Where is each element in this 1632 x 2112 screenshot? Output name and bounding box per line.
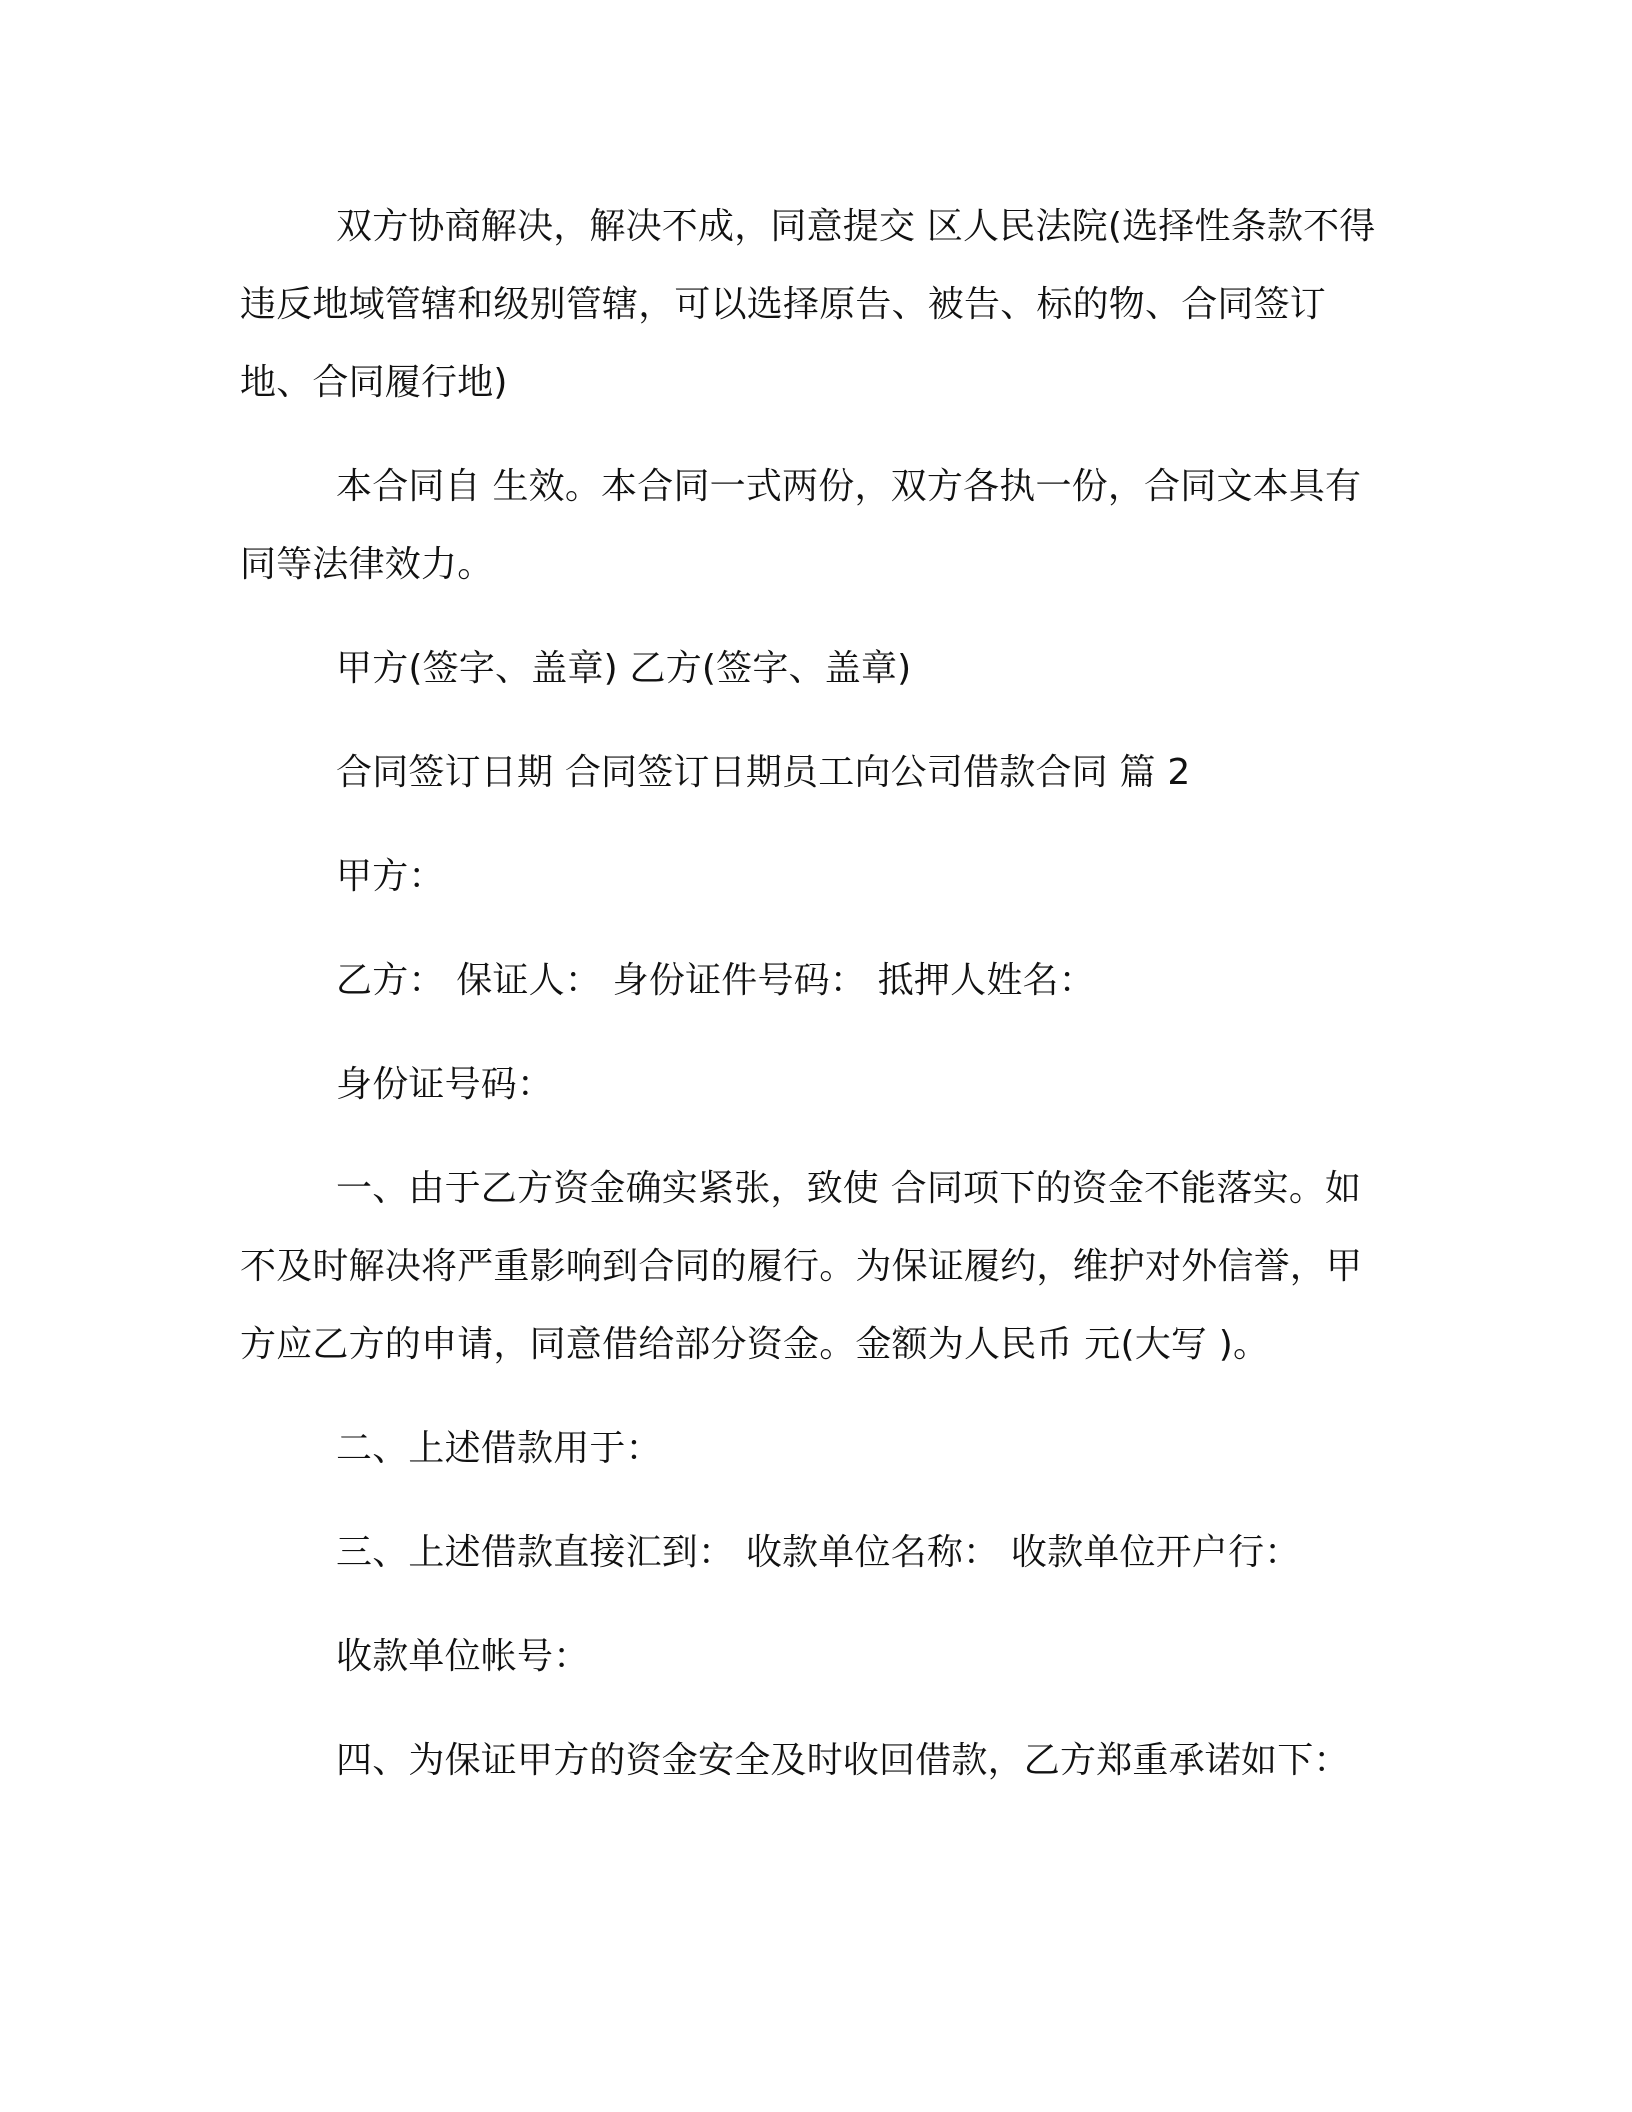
paragraph-clause-3: 三、上述借款直接汇到： 收款单位名称： 收款单位开户行： xyxy=(336,1532,1301,1573)
paragraph-signing-date-title: 合同签订日期 合同签订日期员工向公司借款合同 篇 2 xyxy=(336,752,1191,793)
paragraph-clause-2: 二、上述借款用于： xyxy=(336,1428,662,1469)
paragraph-clause-1: 一、由于乙方资金确实紧张，致使 合同项下的资金不能落实。如不及时解决将严重影响到合同的履行。为保证履约，维护对外信誉，甲方应乙方的申请，同意借给部分资金。金额为人民币 元(大写 )。 xyxy=(240,1168,1363,1365)
paragraph-party-b: 乙方： 保证人： 身份证件号码： 抵押人姓名： xyxy=(336,960,1095,1001)
paragraph-dispute-resolution: 双方协商解决，解决不成，同意提交 区人民法院(选择性条款不得违反地域管辖和级别管辖，可以选择原告、被告、标的物、合同签订地、合同履行地) xyxy=(240,206,1376,403)
paragraph-clause-4: 四、为保证甲方的资金安全及时收回借款，乙方郑重承诺如下： xyxy=(336,1740,1350,1781)
paragraph-party-a: 甲方： xyxy=(336,856,445,897)
paragraph-signatures: 甲方(签字、盖章) 乙方(签字、盖章) xyxy=(336,648,912,689)
paragraph-effectiveness: 本合同自 生效。本合同一式两份，双方各执一份，合同文本具有同等法律效力。 xyxy=(240,466,1362,585)
document-body xyxy=(240,188,1390,1826)
paragraph-account-number: 收款单位帐号： xyxy=(336,1636,590,1677)
paragraph-id-number: 身份证号码： xyxy=(336,1064,554,1105)
